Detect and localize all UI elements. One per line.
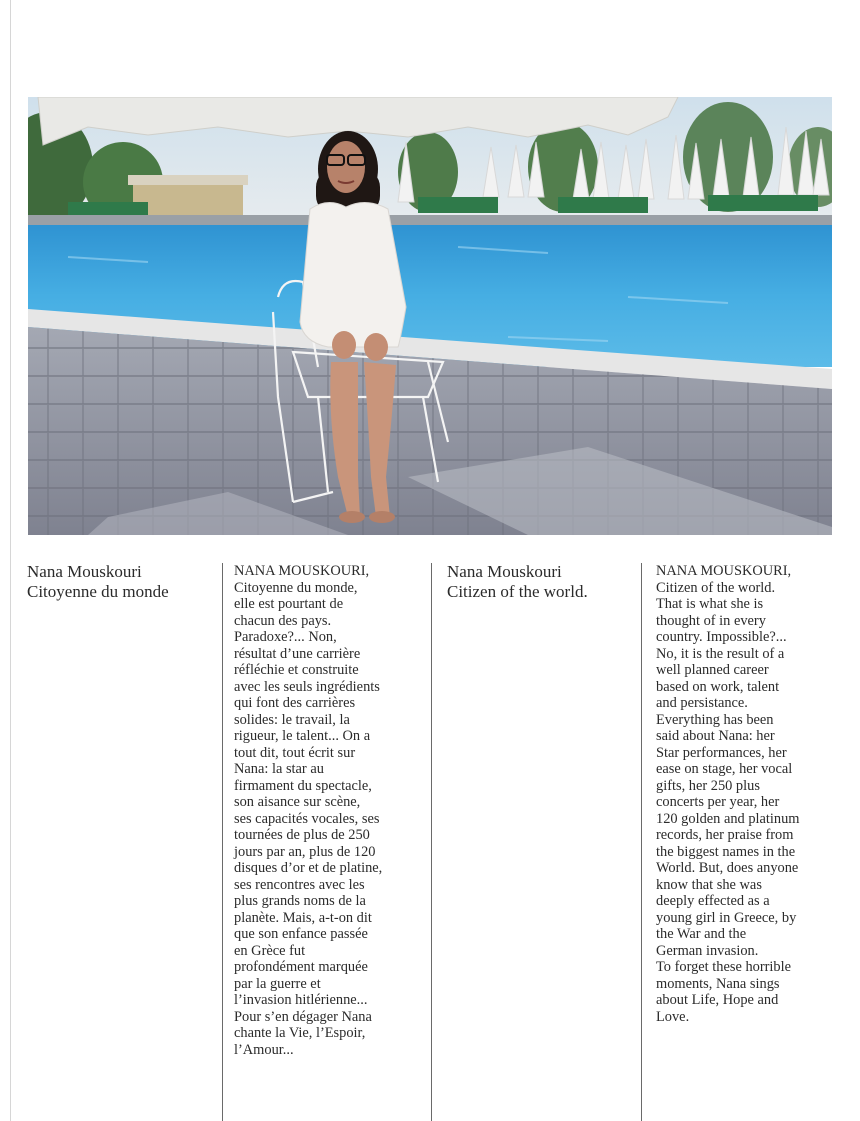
english-body-line: well planned career bbox=[656, 662, 769, 678]
english-heading-line: Nana Mouskouri bbox=[447, 562, 562, 581]
french-body-line: profondément marquée bbox=[234, 959, 368, 975]
english-body-line: gifts, her 250 plus bbox=[656, 777, 760, 794]
french-body-line: disques d’or et de platine, bbox=[234, 860, 383, 876]
french-body-line: réfléchie et construite bbox=[234, 662, 359, 678]
english-body-line: Love. bbox=[656, 1008, 690, 1025]
english-body-line: No, it is the result of a bbox=[656, 645, 785, 662]
column-rule bbox=[222, 563, 223, 1121]
english-body-line: the biggest names in the bbox=[656, 843, 796, 860]
english-body-line: said about Nana: her bbox=[656, 728, 775, 744]
english-body-line: about Life, Hope and bbox=[656, 992, 779, 1008]
english-body-line: based on work, talent bbox=[656, 678, 780, 695]
english-body-line: and persistance. bbox=[656, 695, 748, 711]
french-body-line: qui font des carrières bbox=[234, 695, 356, 711]
french-heading-line: Citoyenne du monde bbox=[27, 582, 169, 601]
english-body-line: know that she was bbox=[656, 876, 762, 893]
column-rule bbox=[641, 563, 642, 1121]
english-body-line: NANA MOUSKOURI, bbox=[656, 563, 792, 579]
french-body-line: solides: le travail, la bbox=[234, 711, 350, 728]
french-body-line: l’Amour... bbox=[234, 1041, 294, 1058]
french-body-line: tout dit, tout écrit sur bbox=[234, 744, 356, 761]
french-body-line: ses rencontres avec les bbox=[234, 876, 365, 893]
english-heading bbox=[447, 562, 588, 602]
english-body-line: Star performances, her bbox=[656, 744, 787, 761]
french-body-line: que son enfance passée bbox=[234, 926, 368, 942]
french-heading bbox=[27, 562, 169, 602]
english-body-line: 120 golden and platinum bbox=[656, 810, 800, 827]
french-heading-line: Nana Mouskouri bbox=[27, 562, 142, 581]
english-body-line: the War and the bbox=[656, 926, 747, 942]
french-body-line: son aisance sur scène, bbox=[234, 794, 361, 810]
english-body-line: young girl in Greece, by bbox=[656, 909, 797, 926]
french-body-line: elle est pourtant de bbox=[234, 596, 344, 612]
english-body-line: concerts per year, her bbox=[656, 794, 780, 810]
french-body-line: avec les seuls ingrédients bbox=[234, 678, 380, 695]
french-body-text bbox=[234, 563, 382, 1058]
english-body-line: Everything has been bbox=[656, 711, 774, 728]
english-body-line: That is what she is bbox=[656, 596, 764, 612]
french-body-line: chante la Vie, l’Espoir, bbox=[234, 1025, 366, 1041]
english-body-line: World. But, does anyone bbox=[656, 860, 799, 876]
english-heading-line: Citizen of the world. bbox=[447, 582, 588, 601]
french-body-line: Paradoxe?... Non, bbox=[234, 629, 337, 645]
french-body-line: jours par an, plus de 120 bbox=[234, 843, 376, 860]
french-body-line: Nana: la star au bbox=[234, 761, 324, 777]
poolside-photo bbox=[28, 97, 832, 535]
french-body-line: NANA MOUSKOURI, bbox=[234, 563, 370, 579]
french-body-line: par la guerre et bbox=[234, 975, 321, 992]
english-body-text bbox=[656, 563, 800, 1025]
english-body-line: German invasion. bbox=[656, 942, 759, 959]
english-body-line: Citizen of the world. bbox=[656, 579, 776, 596]
french-body-line: résultat d’une carrière bbox=[234, 645, 361, 662]
french-body-line: ses capacités vocales, ses bbox=[234, 810, 380, 827]
page-edge-line bbox=[10, 0, 11, 1121]
french-body-line: firmament du spectacle, bbox=[234, 777, 372, 794]
english-body-line: thought of in every bbox=[656, 612, 766, 629]
french-body-line: l’invasion hitlérienne... bbox=[234, 992, 368, 1008]
french-body-line: plus grands noms de la bbox=[234, 893, 366, 909]
french-body-line: Citoyenne du monde, bbox=[234, 579, 358, 596]
french-body-line: en Grèce fut bbox=[234, 942, 306, 959]
english-body-line: ease on stage, her vocal bbox=[656, 761, 793, 777]
english-body-line: deeply effected as a bbox=[656, 893, 770, 909]
english-body-line: records, her praise from bbox=[656, 827, 794, 843]
column-rule bbox=[431, 563, 432, 1121]
french-body-line: chacun des pays. bbox=[234, 612, 332, 629]
french-body-line: tournées de plus de 250 bbox=[234, 827, 370, 843]
french-body-line: Pour s’en dégager Nana bbox=[234, 1008, 372, 1025]
english-body-line: country. Impossible?... bbox=[656, 629, 787, 645]
english-body-line: To forget these horrible bbox=[656, 959, 791, 975]
french-body-line: rigueur, le talent... On a bbox=[234, 728, 371, 744]
english-body-line: moments, Nana sings bbox=[656, 975, 780, 992]
french-body-line: planète. Mais, a-t-on dit bbox=[234, 909, 372, 926]
